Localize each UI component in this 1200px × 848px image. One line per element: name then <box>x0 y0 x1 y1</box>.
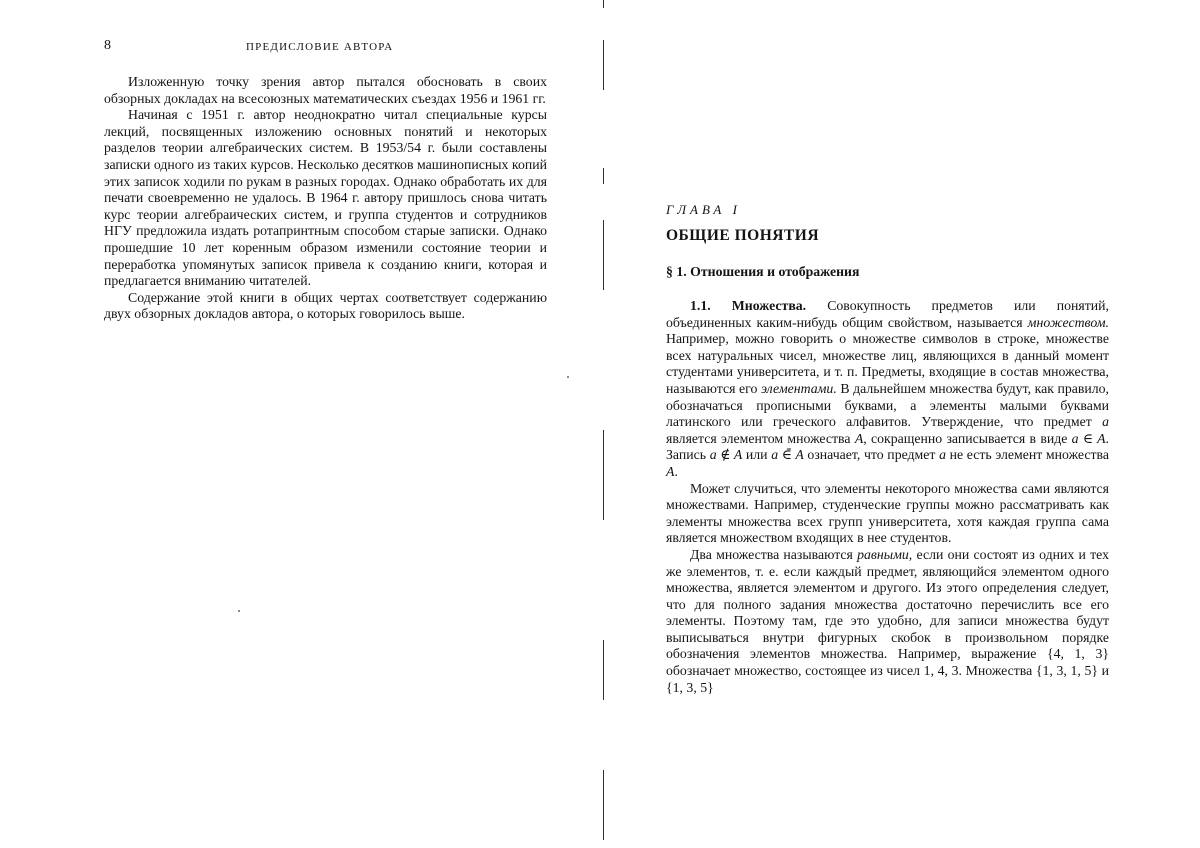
paragraph: Может случиться, что элементы некоторого множества сами являются множествами. Например, студенческие группы можно рассматривать как элементы множества всех групп университета, хотя каждая группа сама является множеством входящих в нее студентов. <box>666 480 1109 546</box>
text-run: . Запись <box>666 430 1109 463</box>
text-run: Два множества называются <box>690 546 858 562</box>
paragraph <box>666 547 1109 696</box>
text-run: Совокупность предметов или понятий, объединенных каким-нибудь общим свойством, называется <box>666 298 1109 330</box>
formula: a ∈ A <box>1071 430 1106 446</box>
paragraph: Начиная с 1951 г. автор неоднократно читал специальные курсы лекций, посвященных изложению основных понятий и некоторых разделов теории алгебраических систем. В 1953/54 г. были составлены записки одного из таких курсов. Несколько десятков машинописных копий этих записок ходили по рукам в разных городах. Однако обработать их для печати своевременно не удалось. В 1964 г. автору пришлось снова читать курс теории алгебраических систем, и группа студентов и сотрудников НГУ предложила издать ротапринтным способом старые записки. Однако прошедшие 10 лет коренным образом изменили состояние теории и переработка упомянутых записок привела к созданию книги, которая и предлагается вниманию читателей. <box>104 107 547 289</box>
math-var: a <box>1102 414 1109 430</box>
text-run: Например, можно говорить о множестве символов в строке, множестве всех натуральных чисел, множестве лиц, являющихся в данный момент студентами университета, и т. п. Предметы, входящие в состав множества, называются его <box>666 331 1109 396</box>
subsection-heading: 1.1. Множества. <box>690 298 807 313</box>
scan-speck <box>567 376 569 378</box>
section-title: § 1. Отношения и отображения <box>666 264 860 279</box>
math-var: a <box>939 447 946 463</box>
paragraph: Изложенную точку зрения автор пытался обосновать в своих обзорных докладах на всесоюзных математических съездах 1956 и 1961 гг. <box>104 74 547 106</box>
text-run: является элементом множества <box>666 430 855 446</box>
text-run: или <box>742 447 772 463</box>
text-run: . <box>674 463 678 479</box>
preface-body <box>104 74 547 323</box>
paragraph <box>666 298 1109 481</box>
text-run: В дальнейшем множества будут, как правило, обозначаться прописными буквами, а элементы малыми буквами латинского или греческого алфавитов. Утверждение, что предмет <box>666 380 1109 430</box>
scan-speck <box>238 610 240 612</box>
text-run: не есть элемент множества <box>945 447 1109 463</box>
text-run: если они состоят из одних и тех же элементов, т. е. если каждый предмет, являющийся элементом одного множества, является элементом и другого. Из этого определения следует, что для полного задания множества достаточно перечислить все его элементы. Поэтому там, где это удобно, для записи множества будут выписываться внутри фигурных скобок в произвольном порядке обозначения элементов множества. Например, выражение {4, 1, 3} обозначает множество, состоящее из чисел 1, 4, 3. Множества {1, 3, 1, 5} и {1, 3, 5} <box>666 546 1109 695</box>
chapter-body <box>666 298 1109 696</box>
formula: a ∈̄ A <box>771 447 804 463</box>
term-set: множеством. <box>1027 314 1109 330</box>
chapter-label: ГЛАВА I <box>666 202 741 217</box>
page-number: 8 <box>104 38 111 53</box>
formula: a ∉ A <box>709 447 743 463</box>
math-var: A <box>854 430 864 446</box>
running-head <box>104 38 548 54</box>
math-var: A <box>666 463 675 479</box>
term-elements: элементами. <box>760 380 837 396</box>
paragraph: Содержание этой книги в общих чертах соответствует содержанию двух обзорных докладов автора, о которых говорилось выше. <box>104 289 547 322</box>
running-title: ПРЕДИСЛОВИЕ АВТОРА <box>246 41 394 53</box>
text-run: , сокращенно записывается в виде <box>863 430 1072 446</box>
term-equal: равными, <box>857 546 913 562</box>
text-run: означает, что предмет <box>803 447 940 463</box>
chapter-title: ОБЩИЕ ПОНЯТИЯ <box>666 227 820 244</box>
right-page <box>600 0 1200 848</box>
